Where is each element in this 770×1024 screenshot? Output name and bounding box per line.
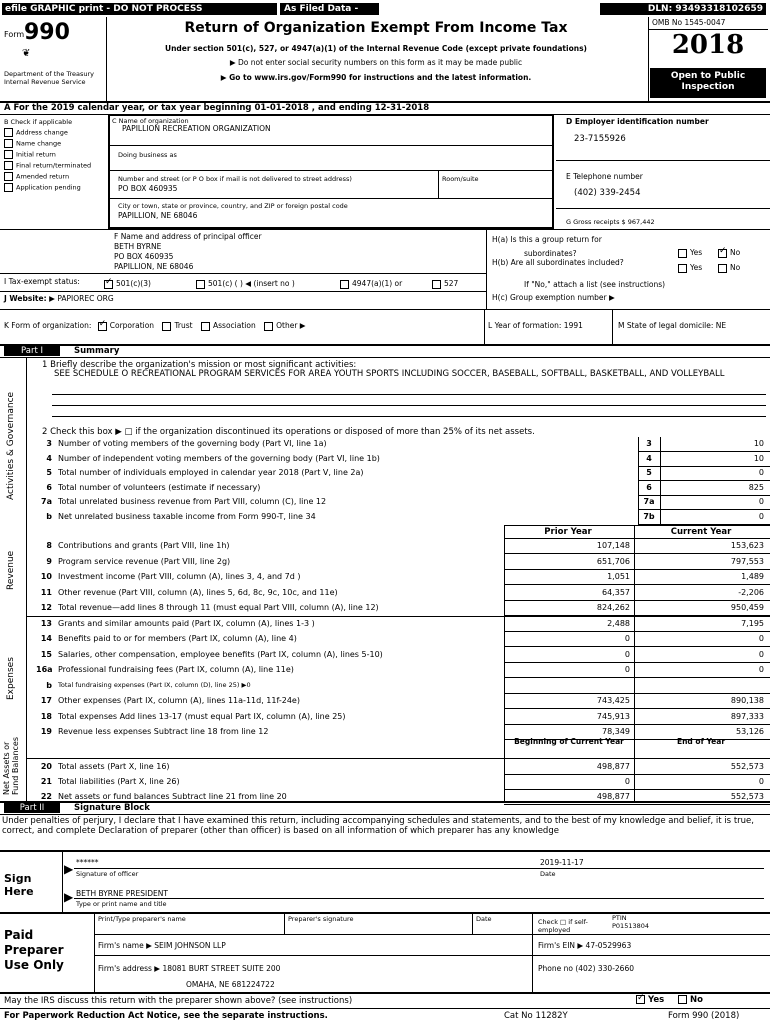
tax-year: 2018 <box>671 30 745 60</box>
net-boy: 498,877 <box>596 762 630 771</box>
side-activities: Activities & Governance <box>6 391 16 500</box>
k-corporation[interactable]: ✓ Corporation <box>98 321 154 330</box>
exp-line-text: Total fundraising expenses (Part IX, column (D), line 25) ▶0 <box>58 680 251 689</box>
dba-label: Doing business as <box>118 151 177 159</box>
sign-arrow-icon: ▶ <box>64 862 74 876</box>
gov-line-number: 4 <box>46 453 52 463</box>
part1-title: Summary <box>74 346 120 356</box>
exp-current: 897,333 <box>730 711 764 721</box>
col-boy: Beginning of Current Year <box>514 737 624 746</box>
section-line <box>26 616 770 617</box>
preparer-name-label: Print/Type preparer's name <box>98 915 186 923</box>
gov-value: 10 <box>753 439 764 448</box>
gov-box-number: 7a <box>643 497 655 507</box>
gov-line-text: Total number of individuals employed in calendar year 2018 (Part V, line 2a) <box>58 468 364 478</box>
net-line-number: 20 <box>40 762 52 771</box>
exp-line-number: 15 <box>40 649 52 659</box>
exp-current: 0 <box>758 665 764 674</box>
exp-current: 890,138 <box>730 696 764 705</box>
perjury-statement: Under penalties of perjury, I declare that I have examined this return, including accompanying schedules and statements, and to the best of my knowledge and belief, it is true, correct, and complete Declaration of preparer (other than officer) is based on all information of which preparer has any knowledge <box>2 816 754 836</box>
rev-line-text: Program service revenue (Part VIII, line 2g) <box>58 556 231 566</box>
preparer-sig-label: Preparer's signature <box>288 915 354 923</box>
officer-city: PAPILLION, NE 68046 <box>114 262 194 271</box>
exp-line-text: Benefits paid to or for members (Part IX, column (A), line 4) <box>58 634 297 643</box>
exp-prior: 745,913 <box>596 711 630 721</box>
exp-current: 0 <box>758 634 764 643</box>
mission-label: 1 Briefly describe the organization's mission or most significant activities: <box>42 360 357 370</box>
exp-line-number: 14 <box>40 634 52 643</box>
gov-value: 0 <box>758 512 764 521</box>
part1-tag: Part I <box>4 346 60 356</box>
exp-prior: 0 <box>624 665 630 674</box>
exp-row-line <box>504 708 770 709</box>
open-to-public-badge: Open to Public Inspection <box>650 68 766 98</box>
exp-row-line <box>504 631 770 632</box>
exp-prior: 0 <box>624 649 630 659</box>
ein-value: 23-7155926 <box>574 134 626 144</box>
net-row-line <box>504 804 770 805</box>
rev-prior: 1,051 <box>607 572 630 581</box>
exp-row-line <box>504 677 770 678</box>
officer-label: F Name and address of principal officer <box>114 232 262 241</box>
rev-current: 153,623 <box>730 541 764 550</box>
form-title: Return of Organization Exempt From Income Tax <box>184 20 568 36</box>
form-subtitle: Under section 501(c), 527, or 4947(a)(1) of the Internal Revenue Code (except private foundations) <box>165 44 587 53</box>
h-a-yes[interactable]: Yes <box>678 248 702 258</box>
org-name-label: C Name of organization <box>112 117 189 125</box>
officer-name: BETH BYRNE <box>114 242 162 251</box>
status-527[interactable]: 527 <box>432 279 458 289</box>
exp-line-text: Salaries, other compensation, employee benefits (Part IX, column (A), lines 5-10) <box>58 649 383 659</box>
gov-row-line <box>638 495 770 496</box>
dln-label: DLN: 93493318102659 <box>600 3 766 15</box>
net-eoy: 552,573 <box>730 762 764 771</box>
net-eoy: 552,573 <box>730 792 764 801</box>
phone-value: (402) 339-2454 <box>574 188 641 198</box>
exp-current: 0 <box>758 649 764 659</box>
instructions-link[interactable]: ▶ Go to www.irs.gov/Form990 for instructions and the latest information. <box>220 73 532 82</box>
h-a-sub: subordinates? <box>524 249 577 258</box>
net-row-line <box>504 774 770 775</box>
rev-prior: 64,357 <box>602 587 630 597</box>
exp-line-number: 18 <box>40 711 52 721</box>
net-line-text: Net assets or fund balances Subtract line 21 from line 20 <box>58 792 287 801</box>
net-boy: 0 <box>624 777 630 786</box>
gov-line-text: Net unrelated business taxable income from Form 990-T, line 34 <box>58 512 316 521</box>
rev-line-text: Investment income (Part VIII, column (A), lines 3, 4, and 7d ) <box>58 572 301 581</box>
gov-line-number: 5 <box>46 468 52 478</box>
gov-line-text: Total number of volunteers (estimate if necessary) <box>58 482 261 492</box>
net-line-text: Total liabilities (Part X, line 26) <box>58 777 180 786</box>
status-501c[interactable]: 501(c) ( ) ◀ (insert no ) <box>196 279 295 289</box>
firm-address: Firm's address ▶ 18081 BURT STREET SUITE 200 <box>98 964 281 973</box>
status-4947[interactable]: 4947(a)(1) or <box>340 279 402 289</box>
rev-line-number: 8 <box>46 541 52 550</box>
col-eoy: End of Year <box>676 737 726 746</box>
gross-receipts: G Gross receipts $ 967,442 <box>566 218 655 226</box>
gov-line-text: Number of voting members of the governing body (Part VI, line 1a) <box>58 439 327 448</box>
rev-row-line <box>504 569 770 570</box>
exp-prior: 0 <box>624 634 630 643</box>
gov-box-number: 3 <box>646 439 652 448</box>
exp-prior: 743,425 <box>596 696 630 705</box>
exp-line-number: 13 <box>40 618 52 628</box>
as-filed-label: As Filed Data - <box>280 3 379 15</box>
line-a-tax-year: A For the 2019 calendar year, or tax year beginning 01-01-2018 , and ending 12-31-2018 <box>4 103 430 113</box>
form-number: 990 <box>24 20 70 45</box>
k-association[interactable]: Association <box>201 321 256 330</box>
rev-prior: 107,148 <box>596 541 630 550</box>
discuss-no[interactable]: No <box>678 995 703 1005</box>
gov-value: 0 <box>758 468 764 478</box>
form-label: Form <box>4 30 25 39</box>
signature-label: Signature of officer <box>76 870 139 878</box>
k-other[interactable]: Other ▶ <box>264 321 305 330</box>
year-of-formation: L Year of formation: 1991 <box>488 321 583 330</box>
gov-line-number: 6 <box>46 482 52 492</box>
gov-row-line <box>638 509 770 510</box>
self-employed-check[interactable]: Check □ if self-employed <box>538 918 588 934</box>
ptin-label: PTIN <box>612 914 627 922</box>
rev-line-number: 12 <box>40 603 52 612</box>
exp-line-text: Total expenses Add lines 13-17 (must equal Part IX, column (A), line 25) <box>58 711 346 721</box>
exp-line-number: 16a <box>36 665 53 674</box>
rev-row-line <box>504 553 770 554</box>
exp-prior: 2,488 <box>607 618 630 628</box>
net-line-text: Total assets (Part X, line 16) <box>58 762 170 771</box>
gov-row-line <box>638 480 770 481</box>
discuss-yes[interactable]: ✓ Yes <box>636 995 664 1005</box>
gov-line-text: Number of independent voting members of the governing body (Part VI, line 1b) <box>58 453 380 463</box>
rev-line-number: 11 <box>40 587 52 597</box>
col-prior-year: Prior Year <box>544 527 592 537</box>
exp-current: 53,126 <box>736 727 764 736</box>
net-boy: 498,877 <box>596 792 630 801</box>
b-item[interactable]: Name change <box>4 139 106 150</box>
firm-phone: Phone no (402) 330-2660 <box>538 964 635 973</box>
status-501c3[interactable]: ✓ 501(c)(3) <box>104 279 151 289</box>
officer-street: PO BOX 460935 <box>114 252 174 261</box>
paperwork-notice: For Paperwork Reduction Act Notice, see the separate instructions. <box>4 1011 328 1021</box>
rev-prior: 651,706 <box>596 556 630 566</box>
exp-row-line <box>504 646 770 647</box>
rev-current: 950,459 <box>730 603 764 612</box>
exp-line-text: Revenue less expenses Subtract line 18 from line 12 <box>58 727 269 736</box>
gov-line-number: b <box>46 512 52 521</box>
part2-tag: Part II <box>4 803 60 813</box>
h-c-label: H(c) Group exemption number ▶ <box>492 293 615 302</box>
firm-ein: Firm's EIN ▶ 47-0529963 <box>538 941 632 950</box>
date-label: Date <box>540 870 556 878</box>
part2-title: Signature Block <box>74 803 150 813</box>
exp-row-line <box>504 724 770 725</box>
rev-line-number: 9 <box>46 556 52 566</box>
gov-box-number: 6 <box>646 482 652 492</box>
side-net-assets: Net Assets or Fund Balances <box>2 737 20 795</box>
exp-line-number: 19 <box>40 727 52 736</box>
rev-row-line <box>504 600 770 601</box>
rev-current: 797,553 <box>730 556 764 566</box>
h-b-note: If "No," attach a list (see instructions) <box>524 280 666 289</box>
gov-value: 825 <box>748 482 764 492</box>
line2-discontinued: 2 Check this box ▶ □ if the organization discontinued its operations or disposed of more than 25% of its net assets. <box>42 427 535 437</box>
ssn-notice: ▶ Do not enter social security numbers on this form as it may be made public <box>229 58 523 67</box>
h-a-no[interactable]: ✓ No <box>718 248 740 258</box>
city-label: City or town, state or province, country, and ZIP or foreign postal code <box>118 202 348 210</box>
section-line <box>26 758 770 759</box>
org-name: PAPILLION RECREATION ORGANIZATION <box>122 124 271 133</box>
officer-title[interactable]: BETH BYRNE PRESIDENT <box>76 889 168 898</box>
gov-line-number: 7a <box>41 497 52 507</box>
exp-row-line <box>504 693 770 694</box>
city-value: PAPILLION, NE 68046 <box>118 211 198 220</box>
side-revenue: Revenue <box>6 550 16 590</box>
exp-current: 7,195 <box>741 618 764 628</box>
signature-stars: ****** <box>76 858 99 867</box>
state-domicile: M State of legal domicile: NE <box>618 321 727 330</box>
ptin-value: P01513804 <box>612 922 650 930</box>
gov-line-number: 3 <box>46 439 52 448</box>
b-checklist <box>4 128 106 194</box>
b-item[interactable]: Address change <box>4 128 106 139</box>
mission-text: SEE SCHEDULE O RECREATIONAL PROGRAM SERVICES FOR AREA YOUTH SPORTS INCLUDING SOCCER, BASEBALL, SOFTBALL, BASKETBALL, AND VOLLEYBALL <box>54 369 725 379</box>
b-item[interactable]: Amended return <box>4 172 106 183</box>
exp-prior: 78,349 <box>602 727 630 736</box>
gov-box-number: 4 <box>646 453 652 463</box>
gov-box-number: 5 <box>646 468 652 478</box>
net-line-number: 21 <box>40 777 52 786</box>
tax-exempt-status: I Tax-exempt status: <box>4 277 80 286</box>
sign-arrow-icon: ▶ <box>64 890 74 904</box>
h-a-label: H(a) Is this a group return for <box>492 235 602 244</box>
exp-line-text: Professional fundraising fees (Part IX, column (A), line 11e) <box>58 665 294 674</box>
gov-box-number: 7b <box>643 512 655 521</box>
firm-city: OMAHA, NE 681224722 <box>186 980 275 989</box>
exp-line-number: 17 <box>40 696 52 705</box>
omb-number: OMB No 1545-0047 <box>652 18 726 27</box>
street-label: Number and street (or P O box if mail is not delivered to street address) <box>118 175 352 183</box>
gov-row-line <box>638 451 770 452</box>
h-b-label: H(b) Are all subordinates included? <box>492 258 624 267</box>
k-trust[interactable]: Trust <box>162 321 192 330</box>
website-row: J Website: ▶ PAPIOREC ORG <box>4 294 114 303</box>
gov-value: 0 <box>758 497 764 507</box>
signature-date[interactable]: 2019-11-17 <box>540 858 584 867</box>
b-item[interactable]: Application pending <box>4 183 106 194</box>
sign-here: Sign Here <box>4 872 34 898</box>
gov-line-text: Total unrelated business revenue from Part VIII, column (C), line 12 <box>58 497 327 507</box>
firm-name: Firm's name ▶ SEIM JOHNSON LLP <box>98 941 226 950</box>
exp-row-line <box>504 662 770 663</box>
exp-line-text: Other expenses (Part IX, column (A), lines 11a-11d, 11f-24e) <box>58 696 300 705</box>
ein-label: D Employer identification number <box>566 117 709 126</box>
rev-current: 1,489 <box>741 572 764 581</box>
rev-row-line <box>504 584 770 585</box>
room-label: Room/suite <box>442 175 479 183</box>
rev-line-text: Other revenue (Part VIII, column (A), lines 5, 6d, 8c, 9c, 10c, and 11e) <box>58 587 338 597</box>
col-current-year: Current Year <box>670 527 732 537</box>
paid-preparer: Paid Preparer Use Only <box>4 928 64 972</box>
net-line-number: 22 <box>40 792 52 801</box>
rev-line-text: Contributions and grants (Part VIII, line 1h) <box>58 541 230 550</box>
rev-prior: 824,262 <box>596 603 630 612</box>
gov-value: 10 <box>753 453 764 463</box>
net-eoy: 0 <box>758 777 764 786</box>
rev-current: -2,206 <box>738 587 764 597</box>
irs-eagle-icon: ❦ <box>22 48 31 59</box>
b-check-label: B Check if applicable <box>4 118 73 126</box>
website-value[interactable]: PAPIOREC ORG <box>57 294 114 303</box>
cat-number: Cat No 11282Y <box>504 1011 568 1021</box>
net-row-line <box>504 789 770 790</box>
phone-label: E Telephone number <box>566 172 643 181</box>
h-b-no[interactable]: No <box>718 263 740 273</box>
b-item[interactable]: Initial return <box>4 150 106 161</box>
preparer-date-label: Date <box>476 915 492 923</box>
form-of-org: K Form of organization: ✓ Corporation Trust Association Other ▶ <box>4 321 306 331</box>
rev-line-text: Total revenue—add lines 8 through 11 (must equal Part VIII, column (A), line 12) <box>58 603 379 612</box>
efile-banner: efile GRAPHIC print - DO NOT PROCESS <box>2 3 277 15</box>
exp-line-number: b <box>46 680 52 690</box>
side-expenses: Expenses <box>6 657 16 700</box>
gov-row-line <box>638 466 770 467</box>
form-footer: Form 990 (2018) <box>668 1011 740 1021</box>
exp-line-text: Grants and similar amounts paid (Part IX, column (A), lines 1-3 ) <box>58 618 315 628</box>
street-value: PO BOX 460935 <box>118 184 178 193</box>
department-label: Department of the Treasury Internal Revenue Service <box>4 70 95 86</box>
officer-title-label: Type or print name and title <box>76 900 167 908</box>
h-b-yes[interactable]: Yes <box>678 263 702 273</box>
discuss-question: May the IRS discuss this return with the preparer shown above? (see instructions) <box>4 996 353 1006</box>
rev-line-number: 10 <box>40 572 52 581</box>
b-item[interactable]: Final return/terminated <box>4 161 106 172</box>
